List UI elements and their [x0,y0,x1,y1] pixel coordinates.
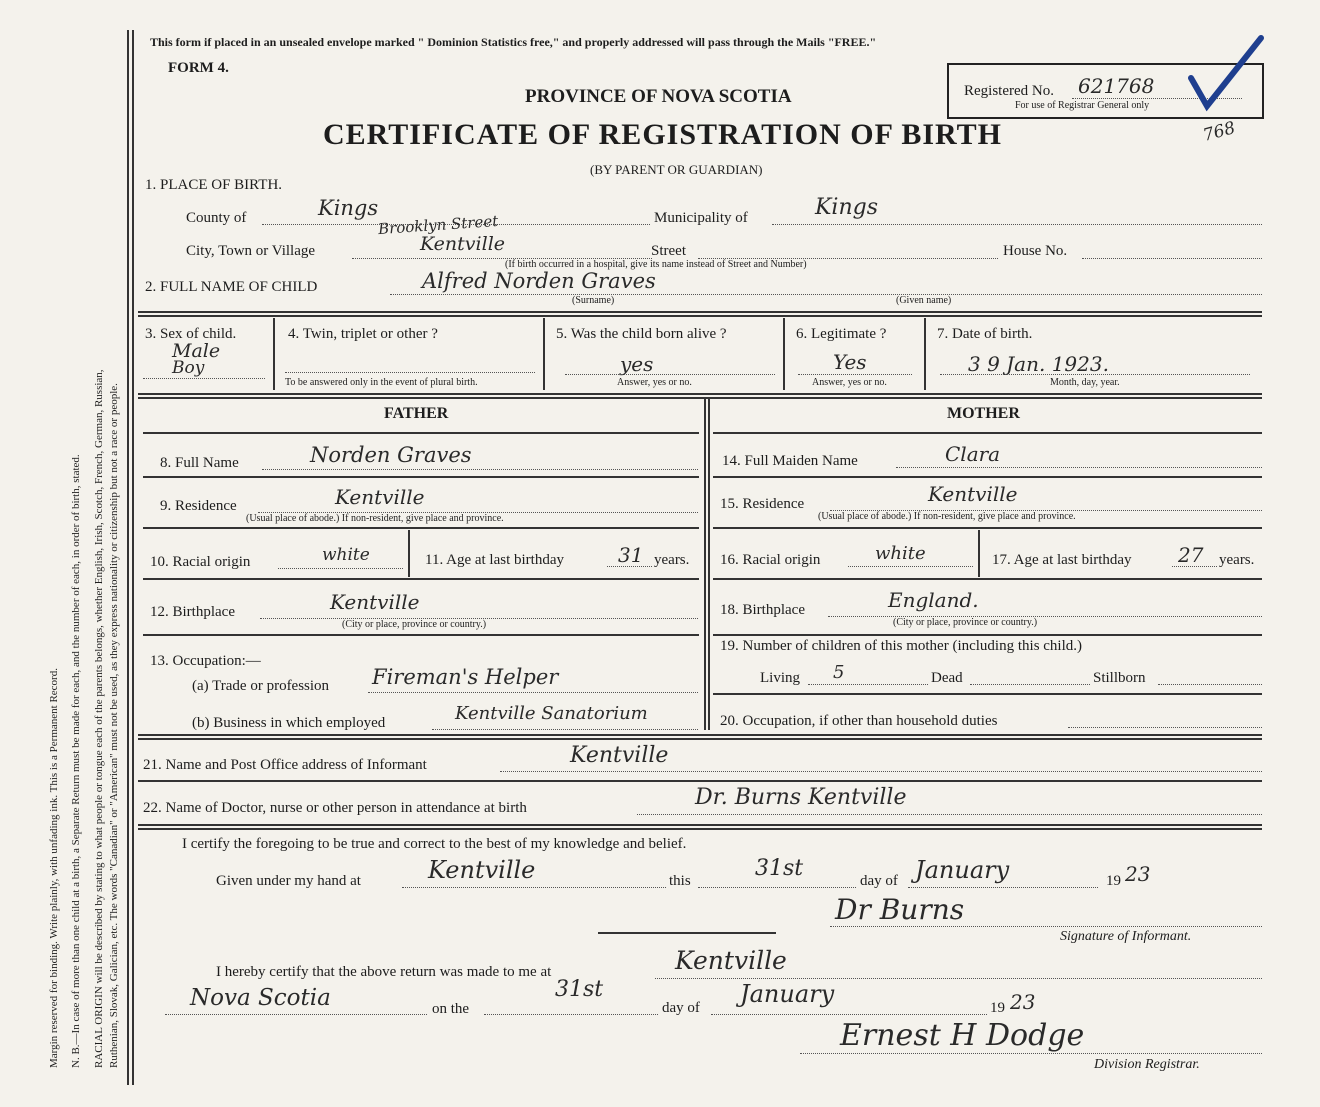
registrar-statement: I hereby certify that the above return was made to me at [216,964,552,980]
registrar-signature-label: Division Registrar. [1094,1057,1200,1072]
registrar-note: For use of Registrar General only [1015,100,1150,111]
county-label: County of [186,210,247,226]
mother-birthplace-note: (City or place, province or country.) [893,617,1038,628]
registered-label: Registered No. [964,83,1054,99]
dob-label: 7. Date of birth. [937,326,1033,342]
father-name-label: 8. Full Name [160,455,239,471]
dob-note: Month, day, year. [1050,377,1120,388]
informant-value: Kentville [570,743,669,768]
sex-label: 3. Sex of child. [145,326,237,342]
stillborn-label: Stillborn [1093,670,1146,686]
sex-value-2: Boy [172,358,205,378]
business-value: Kentville Sanatorium [455,703,648,724]
trade-value: Fireman's Helper [372,665,559,689]
certify-month-value: January [915,856,1010,884]
registered-number: 621768 [1078,74,1155,98]
margin-line [127,30,129,1085]
given-name-note: (Given name) [896,295,952,306]
margin-binding-note: Margin reserved for binding. Write plainly, with unfading ink. This is a Permanent Record. [48,668,60,1068]
mother-heading: MOTHER [947,405,1020,422]
city-label: City, Town or Village [186,243,316,259]
mother-racial-value: white [875,543,926,564]
child-name-label: 2. FULL NAME OF CHILD [145,279,318,295]
father-residence-value: Kentville [335,485,425,509]
father-heading: FATHER [384,405,449,422]
living-label: Living [760,670,800,686]
registrar-year-prefix: 19 [990,1000,1005,1016]
mother-age-value: 27 [1178,543,1204,567]
given-label: Given under my hand at [216,873,361,889]
page-subtitle: (BY PARENT OR GUARDIAN) [590,162,763,177]
alive-note: Answer, yes or no. [617,377,692,388]
business-label: (b) Business in which employed [192,715,386,731]
sex-value: Male [172,340,221,362]
twin-label: 4. Twin, triplet or other ? [288,326,438,342]
registrar-day-value: 31st [555,977,604,1002]
registrar-month-value: January [740,980,835,1008]
certify-year-value: 23 [1125,862,1151,886]
father-age-label: 11. Age at last birthday [425,552,564,568]
trade-label: (a) Trade or profession [192,678,330,694]
street-label: Street [651,243,686,259]
father-birthplace-value: Kentville [330,590,420,614]
certify-day-value: 31st [755,856,804,881]
father-age-value: 31 [618,543,644,567]
father-birthplace-note: (City or place, province or country.) [342,619,487,630]
city-value: Kentville [420,233,506,255]
margin-multiple-birth-note: N. B.—In case of more than one child at a birth, a Separate Return must be made for each, and the number of each, in order of birth, stated. [70,454,82,1068]
certify-statement: I certify the foregoing to be true and correct to the best of my knowledge and belief. [182,836,687,852]
page-title: CERTIFICATE OF REGISTRATION OF BIRTH [323,118,1002,151]
registrar-place-value: Kentville [675,946,787,975]
child-name-value: Alfred Norden Graves [422,269,656,293]
mother-name-label: 14. Full Maiden Name [722,453,858,469]
dead-label: Dead [931,670,963,686]
father-residence-label: 9. Residence [160,498,237,514]
children-label: 19. Number of children of this mother (including this child.) [720,638,1083,654]
certify-year-prefix: 19 [1106,873,1121,889]
informant-label: 21. Name and Post Office address of Informant [143,757,427,773]
mother-birthplace-label: 18. Birthplace [720,602,805,618]
father-racial-label: 10. Racial origin [150,554,251,570]
mother-age-label: 17. Age at last birthday [992,552,1132,568]
legitimate-value: Yes [833,350,867,374]
registrar-province-value: Nova Scotia [190,985,331,1011]
given-place-value: Kentville [428,856,536,884]
registrar-day-of-label: day of [662,1000,700,1016]
informant-signature: Dr Burns [835,893,965,926]
on-the-label: on the [432,1001,470,1017]
mother-years: years. [1219,552,1255,568]
form-number: FORM 4. [168,60,229,76]
twin-note: To be answered only in the event of plural birth. [285,377,478,388]
margin-line-2 [132,30,134,1085]
street-value: Brooklyn Street [377,211,499,239]
place-heading: 1. PLACE OF BIRTH. [145,177,283,193]
registrar-year-value: 23 [1010,990,1036,1014]
stamp-number: 768 [1200,118,1238,146]
father-residence-note: (Usual place of abode.) If non-resident, give place and province. [246,513,504,524]
mother-residence-label: 15. Residence [720,496,805,512]
province-heading: PROVINCE OF NOVA SCOTIA [525,86,792,107]
alive-label: 5. Was the child born alive ? [556,326,727,342]
surname-note: (Surname) [572,295,615,306]
municipality-value: Kings [815,195,879,220]
informant-signature-label: Signature of Informant. [1060,929,1192,944]
living-value: 5 [833,662,845,683]
mail-notice: This form if placed in an unsealed envelope marked " Dominion Statistics free," and properly addressed will pass through the Mails "FREE." [150,35,877,49]
margin-racial-origin-note-2: Ruthenian, Slovak, Galician, etc. The words "Canadian" or "American" must not be used, as they express nationality or citizenship but not a race or people. [108,383,120,1068]
father-name-value: Norden Graves [310,443,472,467]
this-label: this [669,873,691,889]
father-birthplace-label: 12. Birthplace [150,604,235,620]
doctor-value: Dr. Burns Kentville [695,785,907,810]
county-value: Kings [318,196,379,220]
registrar-signature: Ernest H Dodge [840,1018,1085,1053]
mother-residence-note: (Usual place of abode.) If non-resident, give place and province. [818,511,1076,522]
mother-occupation-label: 20. Occupation, if other than household duties [720,713,998,729]
mother-name-value: Clara [945,442,1001,466]
margin-racial-origin-note: RACIAL ORIGIN will be described by stating to what people or tongue each of the parents belongs, whether English, Irish, Scotch, French, German, Russian, [93,369,105,1068]
municipality-label: Municipality of [654,210,748,226]
hospital-note: (If birth occurred in a hospital, give its name instead of Street and Number) [505,259,807,270]
mother-racial-label: 16. Racial origin [720,552,821,568]
father-years: years. [654,552,690,568]
alive-value: yes [620,352,654,376]
legitimate-label: 6. Legitimate ? [796,326,887,342]
father-racial-value: white [322,545,370,565]
doctor-label: 22. Name of Doctor, nurse or other person in attendance at birth [143,800,527,816]
certify-day-of-label: day of [860,873,898,889]
occupation-label: 13. Occupation:— [150,653,261,669]
house-number-label: House No. [1003,243,1068,259]
legitimate-note: Answer, yes or no. [812,377,887,388]
check-mark-icon [1185,32,1265,112]
mother-residence-value: Kentville [928,482,1018,506]
mother-birthplace-value: England. [888,588,979,612]
dob-value: 3 9 Jan. 1923. [968,352,1109,376]
